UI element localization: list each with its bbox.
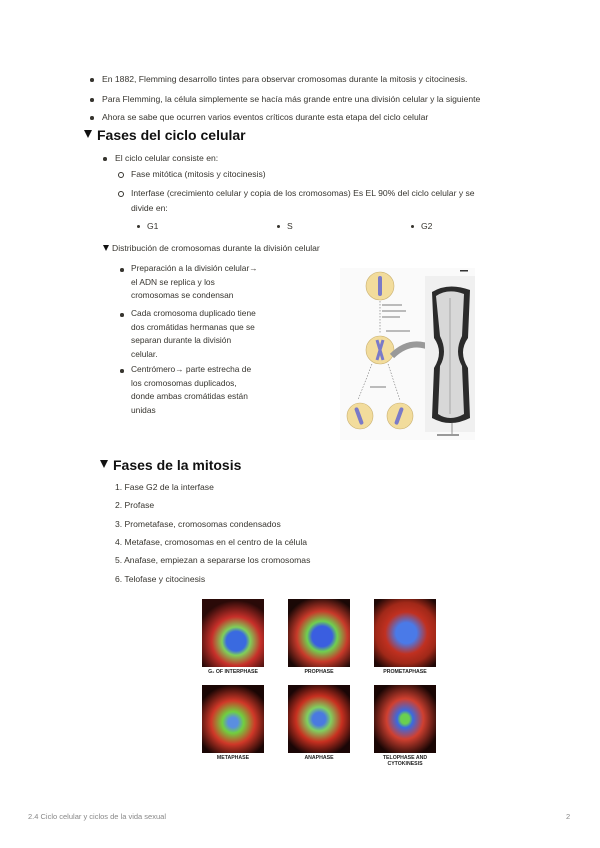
bullet-text: Ahora se sabe que ocurren varios eventos críticos durante esta etapa del ciclo celular [102,112,429,122]
micrograph-prophase [288,599,350,667]
footer-doc-title: 2.4 Ciclo celular y ciclos de la vida sexual [28,812,166,821]
circle-bullet-icon [118,191,124,197]
mitosis-step: 5. Anafase, empiezan a separarse los cromosomas [115,555,311,565]
mitosis-step: 4. Metafase, cromosomas en el centro de la célula [115,537,308,547]
mitosis-micrographs-figure [198,597,443,765]
bullet-dot [90,78,94,82]
bullet-dot [120,268,124,272]
mitosis-step: 3. Prometafase, cromosomas condensados [115,519,281,529]
line: donde ambas cromátidas están [131,391,248,401]
footer-page-number: 2 [566,812,571,821]
toggle-arrow-icon[interactable] [103,245,109,251]
bullet-text: En 1882, Flemming desarrollo tintes para observar cromosomas durante la mitosis y citocinesis. [102,74,468,84]
mitosis-step: 2. Profase [115,500,155,510]
section-toggle-heading[interactable] [84,127,246,143]
micrograph-label: TELOPHASE AND CYTOKINESIS [382,755,428,767]
line: Cada cromosoma duplicado tiene [131,308,256,318]
toggle-item [131,307,256,361]
bullet-text: El ciclo celular consiste en: [115,153,219,163]
micrograph-label: METAPHASE [216,755,250,761]
bullet-dot [120,313,124,317]
section-title: Fases del ciclo celular [97,127,246,143]
mitosis-step: 1. Fase G2 de la interfase [115,482,214,492]
sub-item: Fase mitótica (mitosis y citocinesis) [131,169,266,179]
phase-bullet-icon [277,225,280,228]
bullet-dot [90,98,94,102]
micrograph-label: PROMETAPHASE [383,669,427,675]
micrograph-g2 [202,599,264,667]
line: Centrómero→ parte estrecha de [131,364,252,374]
phase-g2: G2 [421,221,433,231]
toggle-item [131,363,251,417]
line: celular. [131,348,158,359]
toggle-title: Distribución de cromosomas durante la división celular [112,243,320,253]
chromosome-toggle[interactable] [103,243,320,253]
section-title: Fases de la mitosis [113,457,242,473]
sub-item-continuation: divide en: [131,203,168,213]
line: el ADN se replica y los [131,276,215,287]
line: Preparación a la división celular→ [131,263,258,273]
line: dos cromátidas hermanas que se [131,321,255,332]
bullet-dot [103,157,107,161]
micrograph-label: ANAPHASE [304,755,334,761]
phase-bullet-icon [411,225,414,228]
micrograph-metaphase [202,685,264,753]
micrograph-prometaphase [374,599,436,667]
micrograph-telophase [374,685,436,753]
toggle-item [131,262,258,303]
phase-s: S [287,221,293,231]
chromosome-duplication-figure [340,268,475,440]
micrograph-label: PROPHASE [304,669,334,675]
micrograph-label: G₂ OF INTERPHASE [208,669,258,675]
bullet-text: Para Flemming, la célula simplemente se hacía más grande entre una división celular y la siguiente [102,94,481,104]
mitosis-step: 6. Telofase y citocinesis [115,574,206,584]
line: unidas [131,404,156,415]
circle-bullet-icon [118,172,124,178]
line: separan durante la división [131,335,232,345]
phase-g1: G1 [147,221,159,231]
section-toggle-heading[interactable] [100,457,241,473]
phase-bullet-icon [137,225,140,228]
sub-item: Interfase (crecimiento celular y copia de los cromosomas) Es EL 90% del ciclo celular y se [131,188,475,198]
toggle-arrow-icon[interactable] [84,130,92,138]
bullet-dot [90,116,94,120]
line: los cromosomas duplicados, [131,377,237,388]
line: cromosomas se condensan [131,290,234,300]
toggle-arrow-icon[interactable] [100,460,108,468]
bullet-dot [120,369,124,373]
micrograph-anaphase [288,685,350,753]
